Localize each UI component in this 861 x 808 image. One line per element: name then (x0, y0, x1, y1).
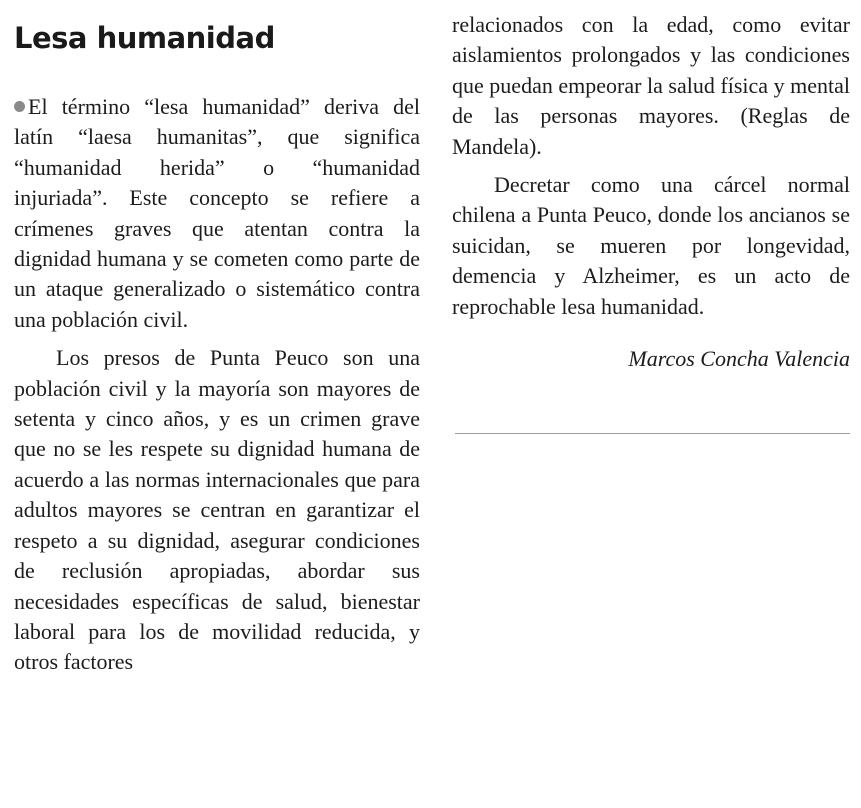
paragraph-1 (14, 92, 420, 335)
divider-rule (455, 433, 850, 434)
author-signature: Marcos Concha Valencia (628, 346, 850, 372)
paragraph-3: relacionados con la edad, como evitar aislamientos prolongados y las condiciones que puedan empeorar la salud física y mental de las personas mayores. (Reglas de Mandela). (452, 12, 850, 159)
paragraph-1-text: El término “lesa humanidad” deriva del latín “laesa humanitas”, que significa “humanidad herida” o “humanidad injuriada”. Este concepto se refiere a crímenes graves que atentan contra la dignidad humana y se cometen como parte de un ataque generalizado o sistemático contra una población civil. (14, 94, 420, 332)
right-column (452, 10, 850, 374)
article-title: Lesa humanidad (14, 21, 275, 55)
left-column (14, 18, 420, 678)
bullet-dot-icon (14, 101, 25, 112)
paragraph-2: Los presos de Punta Peuco son una población civil y la mayoría son mayores de setenta y cinco años, y es un crimen grave que no se les respete su dignidad humana de acuerdo a las normas internacionales que para adultos mayores se centran en garantizar el respeto a su dignidad, asegurar condiciones de reclusión apropiadas, abordar sus necesidades específicas de salud, bienestar laboral para los de movilidad reducida, y otros factores (14, 345, 420, 675)
paragraph-4: Decretar como una cárcel normal chilena a Punta Peuco, donde los ancianos se suicidan, se mueren por longevidad, demencia y Alzheimer, es un acto de reprochable lesa humanidad. (452, 172, 850, 319)
